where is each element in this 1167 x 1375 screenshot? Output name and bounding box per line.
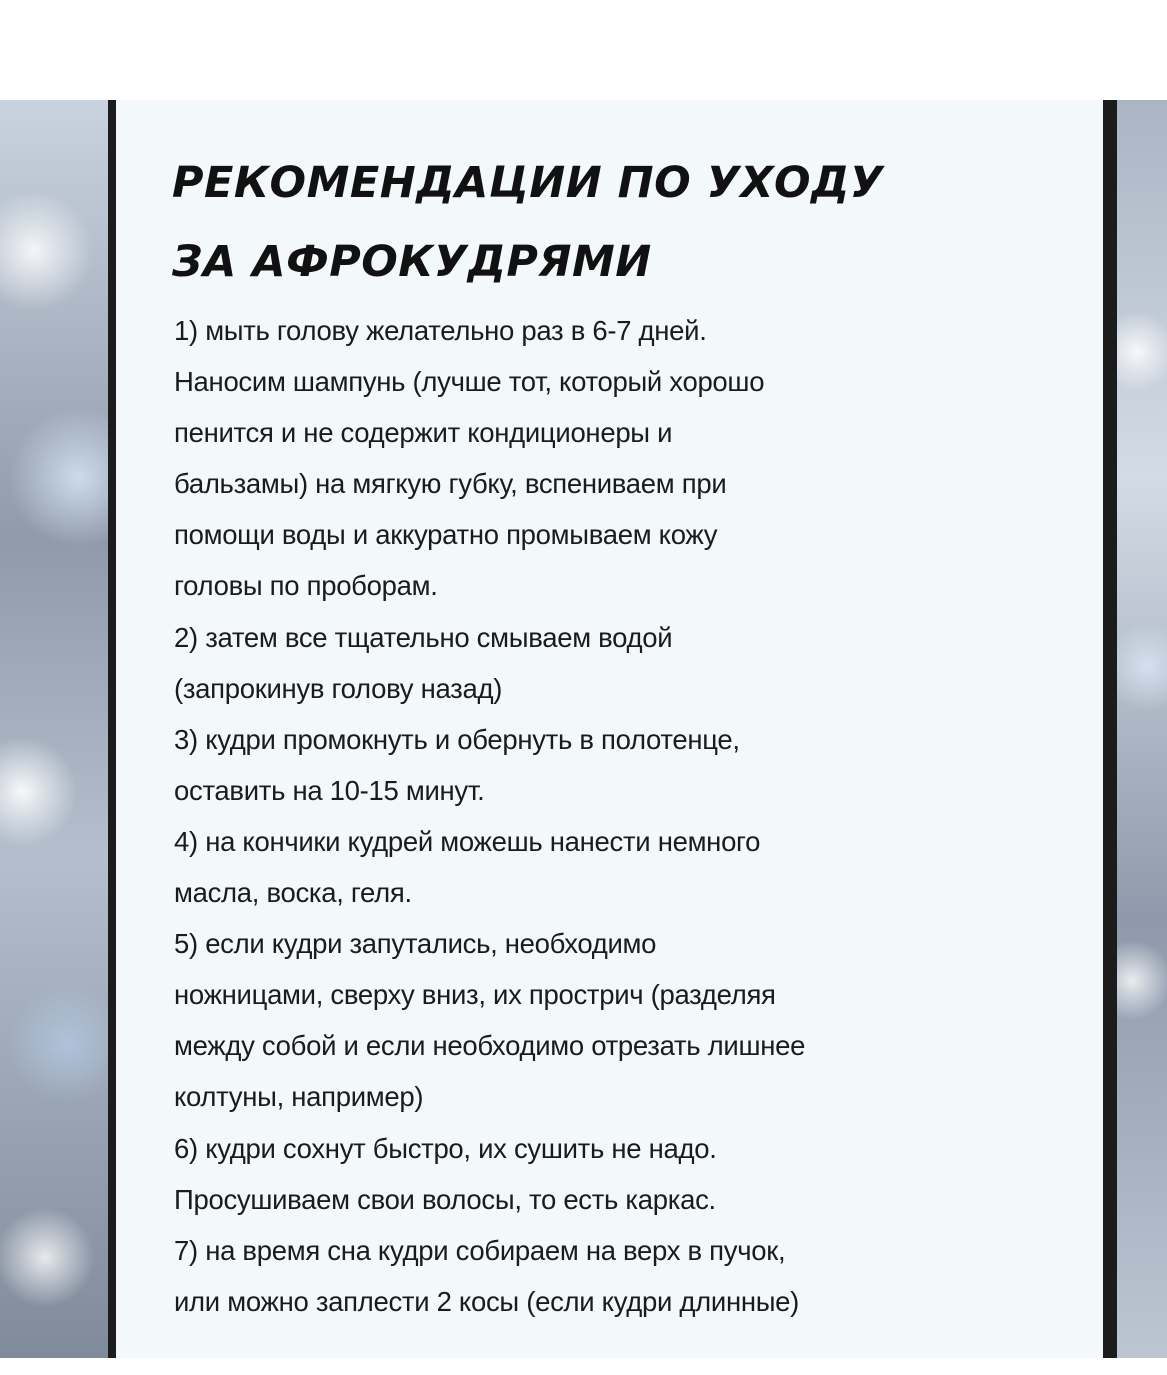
body-line: пенится и не содержит кондиционеры и (174, 417, 673, 449)
body-line: масла, воска, геля. (174, 877, 412, 909)
bottom-margin (0, 1358, 1167, 1375)
body-line: ножницами, сверху вниз, их прострич (разделяя (174, 979, 776, 1011)
body-line: (запрокинув голову назад) (174, 672, 503, 704)
body-line: между собой и если необходимо отрезать лишнее (174, 1030, 806, 1062)
right-frame-border (1103, 100, 1117, 1358)
title-line-1: РЕКОМЕНДАЦИИ ПО УХОДУ (172, 158, 884, 208)
card-body (174, 305, 1094, 1327)
body-line: головы по проборам. (174, 570, 438, 602)
left-frame-border (108, 100, 116, 1358)
body-line: 1) мыть голову желательно раз в 6-7 дней. (174, 315, 707, 346)
recommendation-card (116, 100, 1103, 1358)
body-line: оставить на 10-15 минут. (174, 774, 485, 806)
body-line: Просушиваем свои волосы, то есть каркас. (174, 1183, 716, 1215)
body-line: 2) затем все тщательно смываем водой (174, 621, 673, 653)
title-line-2: ЗА АФРОКУДРЯМИ (172, 237, 652, 287)
body-line: Наносим шампунь (лучше тот, который хорошо (174, 366, 765, 398)
body-line: помощи воды и аккуратно промываем кожу (174, 519, 718, 551)
body-line: 6) кудри сохнут быстро, их сушить не надо. (174, 1132, 717, 1164)
top-margin (0, 0, 1167, 100)
body-line: 5) если кудри запутались, необходимо (174, 928, 657, 960)
body-line: 3) кудри промокнуть и обернуть в полотенце, (174, 723, 740, 755)
body-line: колтуны, например) (174, 1081, 424, 1113)
right-bokeh-background (1117, 100, 1167, 1358)
body-line: бальзамы) на мягкую губку, вспениваем при (174, 468, 727, 500)
body-line: 4) на кончики кудрей можешь нанести немного (174, 825, 761, 857)
left-bokeh-background (0, 100, 112, 1358)
body-line: 7) на время сна кудри собираем на верх в пучок, (174, 1234, 786, 1266)
card-title (172, 144, 1072, 302)
body-line: или можно заплести 2 косы (если кудри длинные) (174, 1285, 800, 1317)
